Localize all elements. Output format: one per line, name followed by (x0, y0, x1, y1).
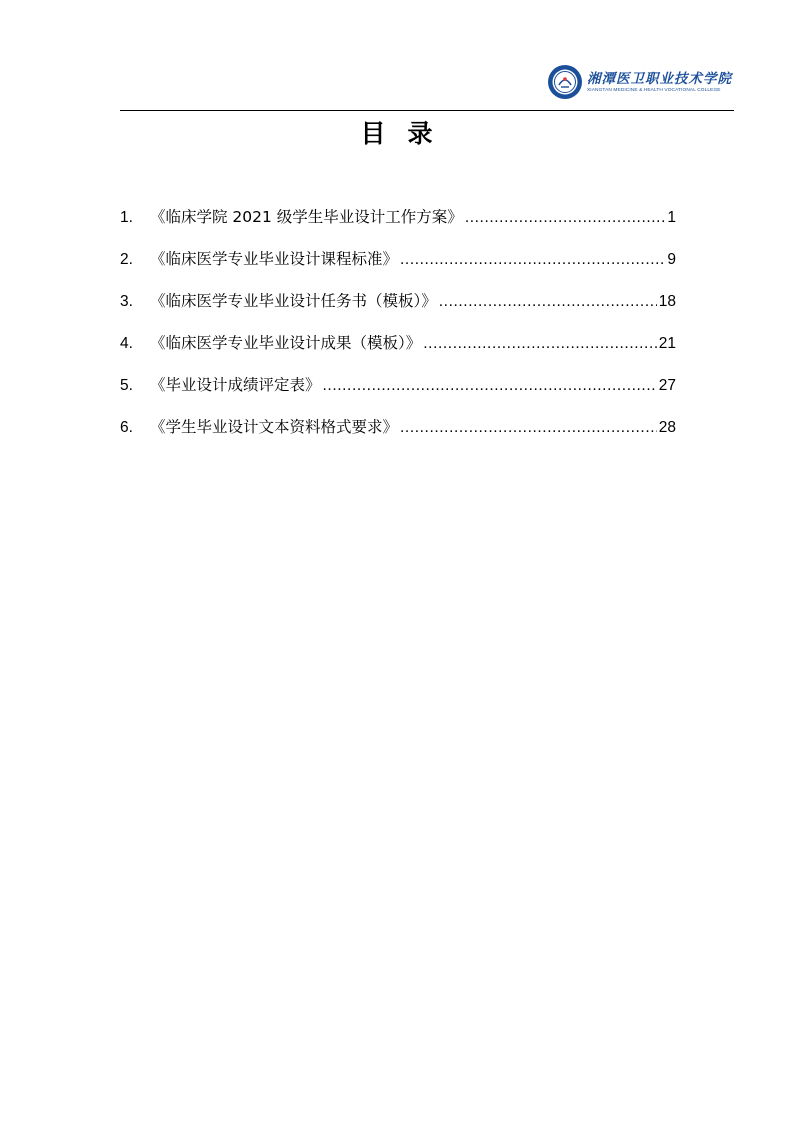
page-header (120, 60, 734, 112)
toc-entry-3[interactable] (120, 288, 676, 330)
toc-dot-leader (400, 247, 665, 273)
toc-entry-number: 5. (120, 377, 133, 394)
toc-entry-page: 28 (658, 419, 676, 436)
toc-entry-title: 《临床学院 2021 级学生毕业设计工作方案》 (150, 208, 463, 226)
toc-dot-leader (323, 373, 657, 399)
toc-dot-leader (465, 205, 666, 231)
logo-text (587, 71, 732, 94)
toc-dot-leader (439, 289, 657, 315)
toc-entry-title: 《临床医学专业毕业设计成果（模板）》 (150, 334, 422, 352)
toc-entry-number: 3. (120, 293, 133, 310)
toc-entry-title: 《学生毕业设计文本资料格式要求》 (150, 418, 399, 436)
toc-entry-number: 4. (120, 335, 133, 352)
logo-chinese-name: 湘潭医卫职业技术学院 (587, 70, 732, 87)
toc-entry-title: 《临床医学专业毕业设计课程标准》 (150, 250, 399, 268)
college-seal-icon (547, 64, 583, 100)
toc-entry-4[interactable] (120, 330, 676, 372)
toc-entry-page: 1 (667, 209, 676, 226)
toc-entry-page: 9 (667, 251, 676, 268)
toc-entry-number: 2. (120, 251, 133, 268)
toc-entry-2[interactable] (120, 246, 676, 288)
toc-list (120, 204, 676, 456)
toc-entry-6[interactable] (120, 414, 676, 456)
toc-title: 目录 (360, 119, 455, 148)
toc-entry-page: 18 (658, 293, 676, 310)
toc-dot-leader (423, 331, 656, 357)
toc-entry-number: 6. (120, 419, 133, 436)
toc-entry-title: 《临床医学专业毕业设计任务书（模板）》 (150, 292, 437, 310)
college-logo (547, 64, 732, 100)
toc-entry-number: 1. (120, 209, 133, 226)
logo-english-name: XIANGTAN MEDICINE & HEALTH VOCATIONAL COLLEGE (587, 87, 721, 93)
header-divider (120, 110, 734, 111)
toc-entry-page: 21 (658, 335, 676, 352)
toc-entry-1[interactable] (120, 204, 676, 246)
toc-dot-leader (400, 415, 657, 441)
toc-entry-page: 27 (658, 377, 676, 394)
toc-entry-5[interactable] (120, 372, 676, 414)
toc-entry-title: 《毕业设计成绩评定表》 (150, 376, 321, 394)
